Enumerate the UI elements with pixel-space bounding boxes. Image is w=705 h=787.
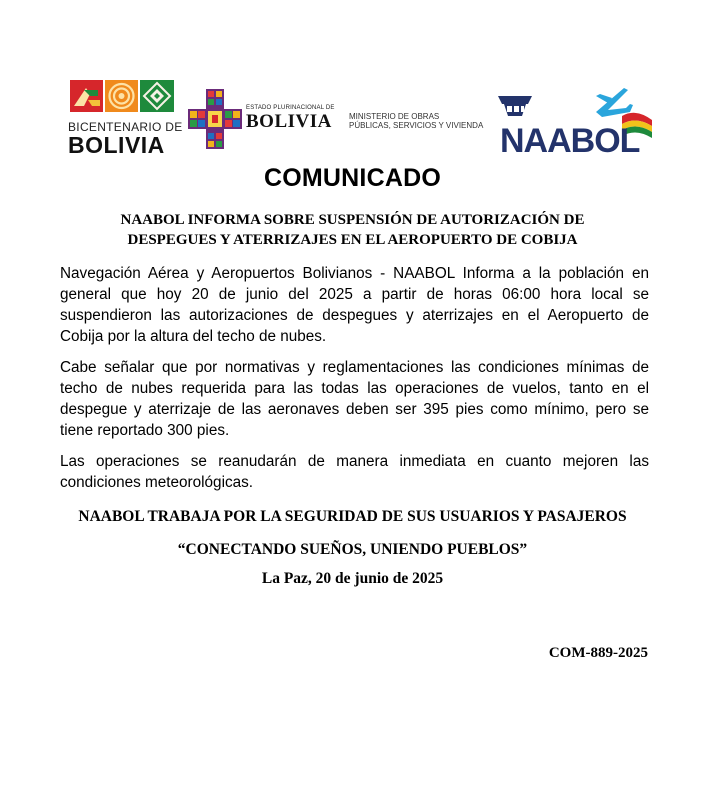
chakana-emblem-icon [188, 89, 242, 149]
bicentenario-line1: BICENTENARIO DE [68, 120, 183, 134]
bicentenario-tiles-icon [70, 80, 174, 112]
bicentenario-line2: BOLIVIA [68, 132, 165, 158]
ministerio-line2: PÚBLICAS, SERVICIOS Y VIVIENDA [349, 121, 484, 130]
paragraph-2: Cabe señalar que por normativas y reglamentaciones las condiciones mínimas de techo de nubes requerida para las todas las operaciones de vuelos, tanto en el despegue y aterrizaje de las aeronaves deben ser 395 pies como mínimo, pero se tiene reportado 300 pies. [60, 359, 649, 439]
header-logos [0, 76, 705, 158]
naabol-logo [496, 82, 654, 158]
document-title: COMUNICADO [264, 164, 441, 192]
document-subtitle [60, 210, 645, 250]
bicentenario-logo [68, 80, 183, 158]
estado-line1: ESTADO PLURINACIONAL DE [246, 105, 335, 111]
estado-line2: BOLIVIA [246, 111, 332, 132]
control-tower-icon [498, 96, 532, 116]
dateline: La Paz, 20 de junio de 2025 [261, 570, 444, 587]
paragraph-3: Las operaciones se reanudarán de manera inmediata en cuanto mejoren las condiciones meteorológicas. [60, 453, 649, 491]
subtitle-line1: NAABOL INFORMA SOBRE SUSPENSIÓN DE AUTORIZACIÓN DE [120, 212, 585, 228]
paragraph-1: Navegación Aérea y Aeropuertos Bolivianos - NAABOL Informa a la población en general que hoy 20 de junio del 2025 a partir de horas 06:00 hora local se suspendieron las autorizaciones de despegues y aterrizajes en el Aeropuerto de Cobija por la altura del techo de nubes. [60, 265, 649, 345]
airplane-icon [596, 88, 633, 117]
communique-code: COM-889-2025 [548, 645, 648, 661]
naabol-logo-text: NAABOL [500, 122, 640, 158]
ministerio-line1: MINISTERIO DE OBRAS [349, 112, 440, 121]
ministerio-logo [349, 112, 489, 132]
slogan-security: NAABOL TRABAJA POR LA SEGURIDAD DE SUS USUARIOS Y PASAJEROS [78, 508, 627, 525]
slogan-motto: “CONECTANDO SUEÑOS, UNIENDO PUEBLOS” [177, 541, 528, 558]
subtitle-line2: DESPEGUES Y ATERRIZAJES EN EL AEROPUERTO DE COBIJA [127, 232, 578, 248]
estado-plurinacional-logo [246, 105, 336, 135]
